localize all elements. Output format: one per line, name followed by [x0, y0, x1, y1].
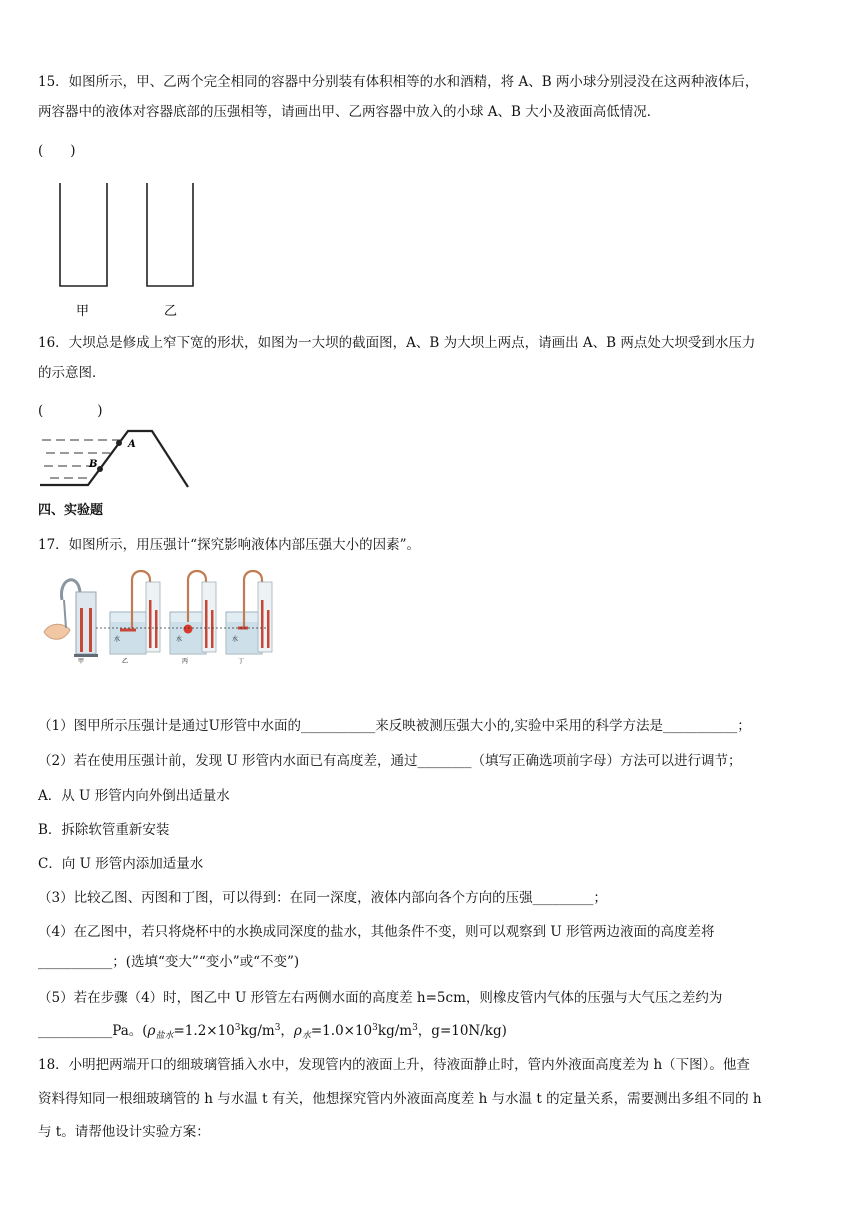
q16-text-line1: 16．大坝总是修成上窄下宽的形状，如图为一大坝的截面图，A、B 为大坝上两点，请画出 A、B 两点处大坝受到水压力 — [38, 335, 756, 351]
q17-part4-line2: ___________；(选填“变大”“变小”或“不变”) — [38, 954, 300, 970]
label-jia: 甲 — [76, 304, 90, 319]
fig-water-yi: 水 — [114, 636, 121, 643]
q15-answer-blank: ( ) — [38, 143, 76, 159]
fig-label-jia: 甲 — [78, 658, 85, 665]
q15-containers-figure — [50, 178, 250, 323]
dam-cross-section-figure — [38, 425, 198, 495]
q17-part5-line2: ___________Pa。($\rho_{盐水}=1.2\times 10^3kg/m^3$，$\rho_水=1.0\times 10^3kg/m^3$，g=10N/kg) — [38, 1023, 507, 1041]
container-yi — [147, 183, 193, 286]
fig-label-bing: 丙 — [182, 658, 189, 665]
q18-text-line3: 与 t。请帮他设计实验方案： — [38, 1124, 210, 1140]
gauge-bing — [170, 571, 216, 665]
q16-text-line2: 的示意图． — [38, 365, 106, 381]
q17-part4-line1: （4）在乙图中，若只将烧杯中的水换成同深度的盐水，其他条件不变，则可以观察到 U 形管两边液面的高度差将 — [38, 924, 715, 940]
q17-part5-line1: （5）若在步骤（4）时，图乙中 U 形管左右两侧水面的高度差 h=5cm，则橡皮管内气体的压强与大气压之差约为 — [38, 990, 723, 1006]
fig-water-ding: 水 — [232, 636, 239, 643]
label-a: A — [128, 439, 136, 450]
q18-text-line2: 资料得知同一根细玻璃管的 h 与水温 t 有关，他想探究管内外液面高度差 h 与水温 t 的定量关系，需要测出多组不同的 h — [38, 1091, 762, 1107]
q17-part3: （3）比较乙图、丙图和丁图，可以得到：在同一深度，液体内部向各个方向的压强_________； — [38, 890, 607, 906]
q18-text-line1: 18．小明把两端开口的细玻璃管插入水中，发现管内的液面上升，待液面静止时，管内外液面高度差为 h（下图）。他查 — [38, 1057, 750, 1073]
q17-option-a: A．从 U 形管内向外倒出适量水 — [38, 788, 230, 804]
gauge-yi — [110, 571, 160, 665]
q17-part2: （2）若在使用压强计前，发现 U 形管内水面已有高度差，通过________（填写正确选项前字母）方法可以进行调节； — [38, 753, 742, 769]
q15-text-line2: 两容器中的液体对容器底部的压强相等，请画出甲、乙两容器中放入的小球 A、B 大小及液面高低情况． — [38, 104, 661, 120]
q17-intro: 17．如图所示，用压强计“探究影响液体内部压强大小的因素”。 — [38, 537, 420, 553]
gauge-ding — [226, 571, 272, 665]
point-a — [116, 440, 122, 446]
label-b: B — [89, 459, 98, 470]
q16-answer-blank: ( ) — [38, 403, 103, 419]
q15-text-line1: 15．如图所示，甲、乙两个完全相同的容器中分别装有体积相等的水和酒精，将 A、B 两小球分别浸没在这两种液体后， — [38, 74, 759, 90]
fig-water-bing: 水 — [176, 636, 183, 643]
point-b — [97, 466, 103, 472]
container-jia — [60, 183, 107, 286]
pressure-gauge-figure — [40, 570, 280, 665]
q17-part1: （1）图甲所示压强计是通过U形管中水面的___________来反映被测压强大小的,实验中采用的科学方法是___________； — [38, 718, 751, 734]
dam-outline — [40, 431, 188, 487]
q17-option-b: B．拆除软管重新安装 — [38, 822, 170, 838]
q17-option-c: C．向 U 形管内添加适量水 — [38, 856, 204, 872]
label-yi: 乙 — [164, 304, 178, 319]
fig-label-ding: 丁 — [238, 658, 245, 665]
gauge-jia — [44, 580, 98, 665]
section-heading: 四、实验题 — [38, 503, 104, 518]
fig-label-yi: 乙 — [122, 658, 129, 665]
